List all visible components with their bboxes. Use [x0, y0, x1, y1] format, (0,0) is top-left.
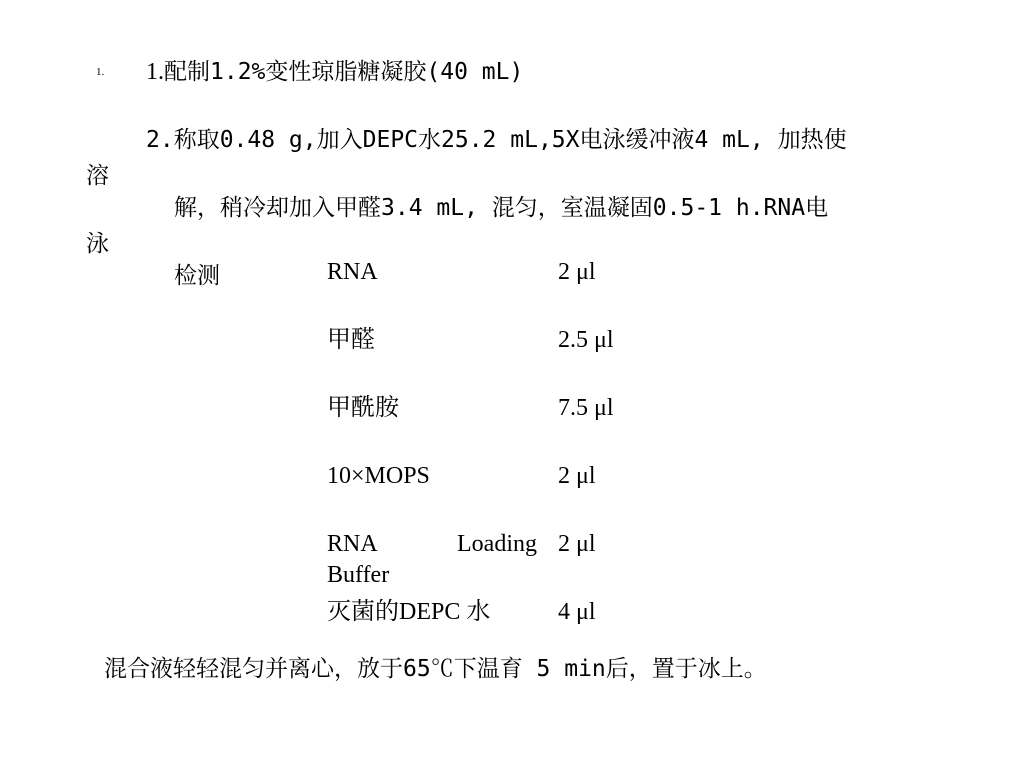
reagent-name: 甲醛 — [327, 327, 375, 353]
reagent-name-part: Loading — [457, 531, 537, 557]
step-1-number: 1. — [146, 59, 164, 85]
reagent-name: 灭菌的DEPC 水 — [327, 599, 491, 625]
list-bullet-number: 1. — [96, 66, 105, 78]
step-2-line-3: 检测 — [174, 263, 220, 289]
reagent-row — [327, 391, 647, 459]
reagent-amount: 2 μl — [558, 259, 596, 285]
reagent-row — [327, 527, 647, 595]
step-1-text: 配制1.2%变性琼脂糖凝胶(40 mL) — [164, 59, 524, 85]
reagent-row — [327, 459, 647, 527]
reagent-name-line-1 — [327, 527, 537, 561]
reagent-amount: 7.5 μl — [558, 395, 614, 421]
step-2-line-1: 2.称取0.48 g,加入DEPC水25.2 mL,5X电泳缓冲液4 mL, 加热使 — [146, 127, 847, 153]
step-1-heading — [146, 53, 523, 86]
reagent-amount: 2.5 μl — [558, 327, 614, 353]
reagent-name-part: RNA — [327, 531, 378, 557]
reagent-name: 甲酰胺 — [327, 395, 399, 421]
reagent-name: 10×MOPS — [327, 463, 430, 489]
reagent-amount: 4 μl — [558, 599, 596, 625]
reagent-row — [327, 323, 647, 391]
reagent-name-line-2: Buffer — [327, 562, 390, 588]
step-2-wrap-2: 泳 — [86, 231, 109, 257]
step-2-line-2: 解，稍冷却加入甲醛3.4 mL, 混匀，室温凝固0.5-1 h.RNA电 — [174, 195, 829, 221]
reagent-name — [327, 527, 539, 589]
reagent-amount: 2 μl — [558, 463, 596, 489]
reagent-name: RNA — [327, 259, 378, 285]
reagent-amount: 2 μl — [558, 531, 596, 557]
reagent-table — [327, 255, 647, 663]
reagent-row — [327, 255, 647, 323]
incubation-note: 混合液轻轻混匀并离心，放于65℃下温育 5 min后，置于冰上。 — [104, 656, 767, 682]
step-2-wrap-1: 溶 — [86, 163, 109, 189]
